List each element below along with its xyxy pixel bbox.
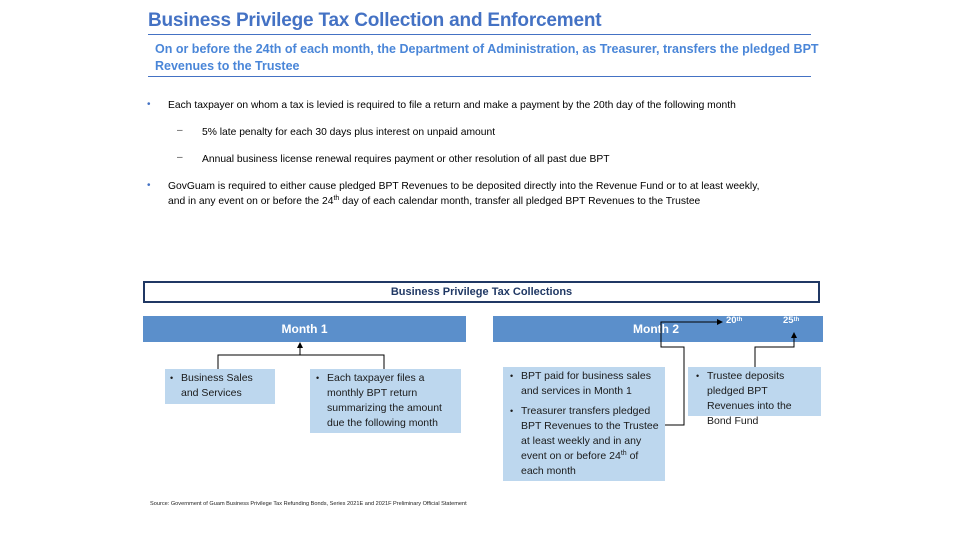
source-note: Source: Government of Guam Business Privilege Tax Refunding Bonds, Series 2021E and 2021F Preliminary Official Statement <box>150 501 467 507</box>
bullet-govguam-line2: and in any event on or before the 24th day of each calendar month, transfer all pledged BPT Revenues to the Trustee <box>168 195 701 207</box>
day-25-label: 25th <box>783 315 800 326</box>
day-20-label: 20th <box>726 315 743 326</box>
bullet-govguam-line1: GovGuam is required to either cause pledged BPT Revenues to be deposited directly into the Revenue Fund or to at least weekly, <box>168 181 760 192</box>
month2-bar: Month 2 <box>493 316 823 342</box>
dash-icon: – <box>177 152 183 163</box>
collections-header: Business Privilege Tax Collections <box>143 281 820 303</box>
page-subtitle: On or before the 24th of each month, the Department of Administration, as Treasurer, transfers the pledged BPT Revenues to the Trustee <box>155 42 819 73</box>
bullet-filing: Each taxpayer on whom a tax is levied is required to file a return and make a payment by the 20th day of the following month <box>168 100 736 111</box>
bullet-late-penalty: 5% late penalty for each 30 days plus interest on unpaid amount <box>202 127 496 138</box>
card-item: • Trustee deposits pledged BPT Revenues into the Bond Fund <box>707 369 815 429</box>
deposit-arrow <box>755 335 794 367</box>
card-item: • Treasurer transfers pledged BPT Revenues to the Trustee at least weekly and in any event on or before 24th of each month <box>521 404 659 479</box>
dash-icon: – <box>177 125 183 136</box>
bullet-icon: • <box>147 99 151 110</box>
card-item: • Each taxpayer files a monthly BPT return summarizing the amount due the following month <box>327 371 455 431</box>
card-item: • BPT paid for business sales and services in Month 1 <box>521 369 659 399</box>
month1-bar: Month 1 <box>143 316 466 342</box>
bullet-icon: • <box>147 180 151 191</box>
bullet-license-renewal: Annual business license renewal requires payment or other resolution of all past due BPT <box>202 154 610 165</box>
month1-connector <box>218 355 384 369</box>
transfer-arrow <box>661 322 720 425</box>
page-title: Business Privilege Tax Collection and Enforcement <box>148 10 602 31</box>
card-item: • Business Sales and Services <box>181 371 269 401</box>
